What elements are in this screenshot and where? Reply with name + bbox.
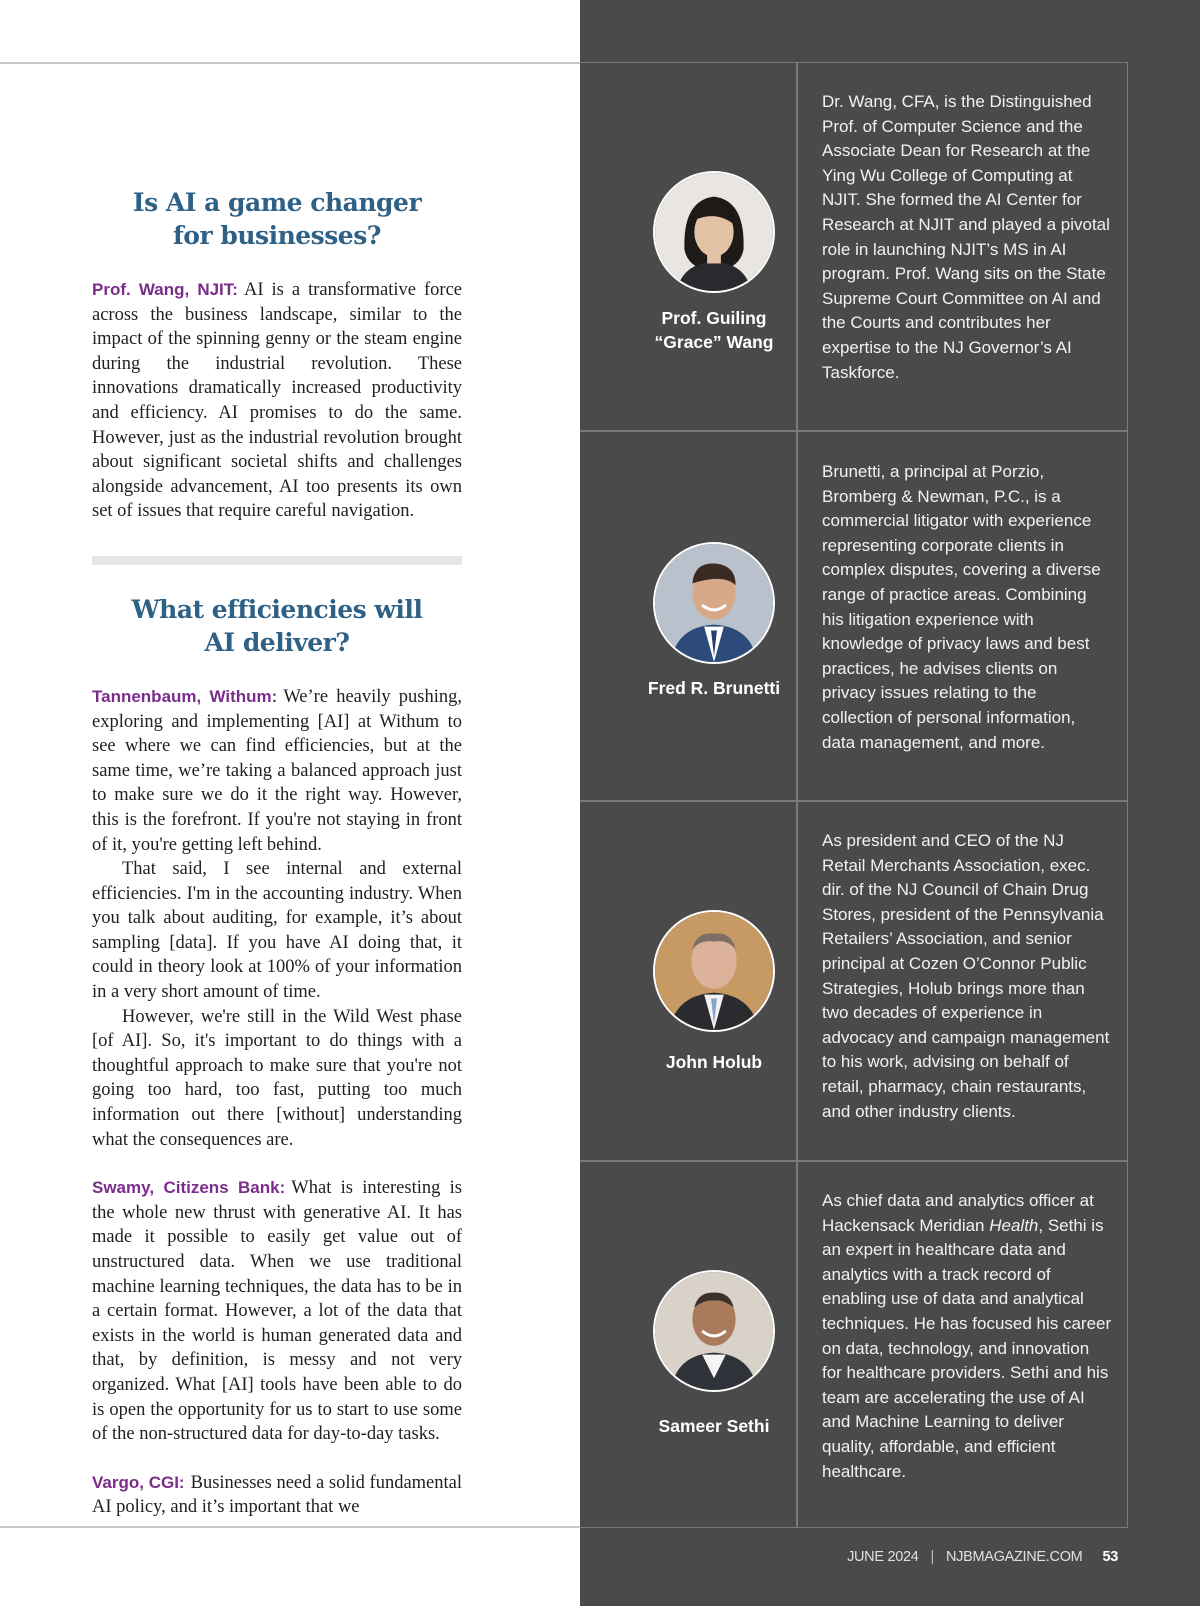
heading-line: for businesses?: [173, 221, 381, 250]
person-name-brunetti: Fred R. Brunetti: [647, 678, 781, 698]
article-column: [92, 186, 462, 1520]
speaker-label: Tannenbaum, Withum:: [92, 686, 278, 706]
grid-divider-horizontal: [580, 430, 1128, 432]
footer-separator: |: [930, 1549, 934, 1565]
portrait-holub: [653, 910, 775, 1032]
person-name-line: “Grace” Wang: [654, 332, 774, 352]
speaker-label: Prof. Wang, NJIT:: [92, 280, 238, 299]
page-footer: [847, 1549, 1118, 1565]
person-bio-brunetti: Brunetti, a principal at Porzio, Bromberg & Newman, P.C., is a commercial litigator with experience representing corporate clients in complex disputes, covering a diverse range of practice areas. Combining his litigation experience with knowledge of privacy laws and best practices, he advises clients on privacy issues relating to the collection of personal information, data management, and more.: [822, 462, 1101, 752]
bio-emphasis: Health: [989, 1215, 1039, 1235]
answer-tannenbaum: [92, 685, 462, 857]
portrait-brunetti: [653, 542, 775, 664]
answer-swamy: [92, 1176, 462, 1447]
person-bio-sethi: [822, 1189, 1112, 1484]
bio-text: , Sethi is an expert in healthcare data and analytics with a track record of enabling use of data and analytical techniques. He has focused his career on data, technology, and innovation for healthcare providers. Sethi and his team are accelerating the use of AI and Machine Learning to deliver quality, affordable, and efficient healthcare.: [822, 1215, 1112, 1481]
page-number: 53: [1102, 1549, 1118, 1565]
bio-text: As chief data and analytics officer at Hackensack Meridian: [822, 1191, 1094, 1235]
grid-divider-vertical: [796, 62, 798, 1528]
portrait-wang-image: [655, 173, 773, 291]
person-name-sethi: Sameer Sethi: [658, 1416, 770, 1436]
answer-text: Businesses need a solid fundamental AI policy, and it’s important that we: [92, 1472, 462, 1518]
portrait-sethi: [653, 1270, 775, 1392]
answer-text: AI is a transformative force across the business landscape, similar to the impact of the spinning genny or the steam engine during the industrial revolution. These innovations dramatically increased productivity and efficiency. AI promises to do the same. However, just as the industrial revolution brought about significant societal shifts and challenges alongside advancement, AI too presents its own set of issues that require careful navigation.: [92, 280, 462, 522]
answer-wang: [92, 278, 462, 524]
heading-line: What efficiencies will: [131, 594, 423, 624]
section-heading-efficiencies: [92, 593, 462, 659]
person-name-wang: [620, 306, 808, 354]
answer-vargo: [92, 1471, 462, 1520]
bottom-rule: [0, 1526, 580, 1528]
section-divider: [92, 556, 462, 565]
portrait-holub-image: [655, 912, 773, 1030]
grid-divider-horizontal: [580, 800, 1128, 802]
heading-line: AI deliver?: [204, 627, 350, 657]
speaker-label: Swamy, Citizens Bank:: [92, 1178, 286, 1198]
answer-text: What is interesting is the whole new thrust with generative AI. It has made it possible to easily get value out of unstructured data. When we use traditional machine learning techniques, the data has to be in a certain format. However, a lot of the data that exists in the world is human generated data and that, by definition, is messy and not very organized. What [AI] tools have been able to do is open the opportunity for us to start to use some of the non-structured data for day-to-day tasks.: [92, 1178, 462, 1445]
grid-divider-horizontal: [580, 1160, 1128, 1162]
person-bio-wang: Dr. Wang, CFA, is the Distinguished Prof. of Computer Science and the Associate Dean for Research at the Ying Wu College of Computing at NJIT. She formed the AI Center for Research at NJIT and played a pivotal role in launching NJIT’s MS in AI program. Prof. Wang sits on the State Supreme Court Committee on AI and the Courts and contributes her expertise to the NJ Governor’s AI Taskforce.: [822, 92, 1110, 382]
top-rule: [0, 62, 580, 64]
answer-tannenbaum-cont: However, we're still in the Wild West phase [of AI]. So, it's important to do things with a thoughtful approach to make sure that you're not going too hard, too fast, putting too much information out there [without] understanding what the consequences are.: [92, 1006, 462, 1150]
portrait-brunetti-image: [655, 544, 773, 662]
person-name-line: Prof. Guiling: [661, 308, 767, 328]
answer-text: We’re heavily pushing, exploring and implementing [AI] at Withum to see where we can find efficiencies, but at the same time, we’re taking a balanced approach just to make sure we do it the right way. However, this is the forefront. If you're not staying in front of it, you're getting left behind.: [92, 686, 463, 855]
person-bio-holub: As president and CEO of the NJ Retail Merchants Association, exec. dir. of the NJ Council of Chain Drug Stores, president of the Pennsylvania Retailers’ Association, and senior principal at Cozen O’Connor Public Strategies, Holub brings more than two decades of experience in advocacy and campaign management to his work, advising on behalf of retail, pharmacy, chain restaurants, and other industry clients.: [822, 831, 1110, 1121]
heading-line: Is AI a game changer: [132, 188, 422, 217]
magazine-site: NJBMAGAZINE.COM: [945, 1549, 1083, 1565]
section-heading-game-changer: [92, 186, 462, 252]
portrait-wang: [653, 171, 775, 293]
person-name-holub: John Holub: [665, 1052, 763, 1072]
speaker-label: Vargo, CGI:: [92, 1472, 185, 1492]
answer-tannenbaum-cont: That said, I see internal and external efficiencies. I'm in the accounting industry. When you talk about auditing, for example, it’s about sampling [data]. If you have AI doing that, it could in theory look at 100% of your information in a very short amount of time.: [92, 859, 462, 1003]
issue-date: JUNE 2024: [847, 1549, 919, 1565]
portrait-sethi-image: [655, 1272, 773, 1390]
